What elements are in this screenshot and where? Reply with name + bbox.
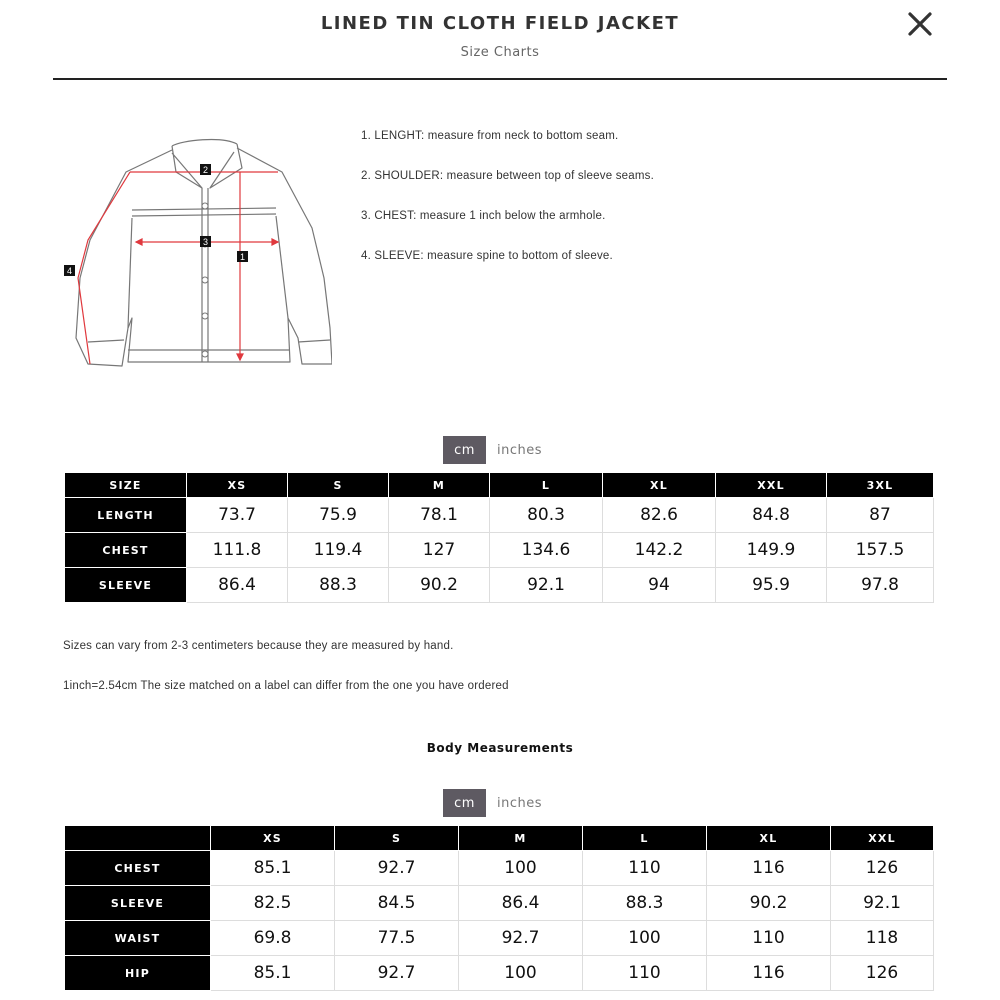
size-column-header: S <box>335 826 459 851</box>
row-header: WAIST <box>65 921 211 956</box>
table-cell: 92.7 <box>335 851 459 886</box>
table-cell: 88.3 <box>288 568 389 603</box>
size-column-header: L <box>490 473 603 498</box>
size-column-header: XXL <box>716 473 827 498</box>
close-button[interactable] <box>904 8 936 40</box>
table-cell: 149.9 <box>716 533 827 568</box>
table-cell: 95.9 <box>716 568 827 603</box>
table-row <box>65 956 934 991</box>
table-cell: 82.6 <box>603 498 716 533</box>
row-header: CHEST <box>65 851 211 886</box>
row-header: SLEEVE <box>65 886 211 921</box>
marker-2: 2 <box>202 165 209 175</box>
unit-cm-button[interactable]: cm <box>443 789 486 817</box>
table-cell: 157.5 <box>827 533 934 568</box>
size-column-header: XL <box>603 473 716 498</box>
size-column-header: XS <box>211 826 335 851</box>
table-cell: 92.1 <box>831 886 934 921</box>
table-cell: 100 <box>459 851 583 886</box>
table-cell: 126 <box>831 956 934 991</box>
instruction-item: 3. CHEST: measure 1 inch below the armhole. <box>361 210 606 222</box>
table-cell: 84.8 <box>716 498 827 533</box>
table-cell: 78.1 <box>389 498 490 533</box>
garment-size-table <box>64 472 934 603</box>
table-cell: 80.3 <box>490 498 603 533</box>
table-cell: 100 <box>583 921 707 956</box>
table-cell: 111.8 <box>187 533 288 568</box>
size-column-header: XS <box>187 473 288 498</box>
close-icon <box>904 8 936 40</box>
table-cell: 116 <box>707 956 831 991</box>
table-row <box>65 921 934 956</box>
table-cell: 82.5 <box>211 886 335 921</box>
size-column-header: 3XL <box>827 473 934 498</box>
body-measurements-title: Body Measurements <box>426 741 574 755</box>
table-header-row <box>65 473 934 498</box>
table-cell: 85.1 <box>211 956 335 991</box>
row-header: LENGTH <box>65 498 187 533</box>
table-cell: 69.8 <box>211 921 335 956</box>
table-cell: 92.1 <box>490 568 603 603</box>
instruction-item: 1. LENGHT: measure from neck to bottom seam. <box>361 130 619 142</box>
table-row <box>65 498 934 533</box>
table-cell: 77.5 <box>335 921 459 956</box>
table-cell: 87 <box>827 498 934 533</box>
unit-inches-button[interactable]: inches <box>497 442 543 458</box>
size-column-header: M <box>459 826 583 851</box>
size-column-header: L <box>583 826 707 851</box>
table-row <box>65 851 934 886</box>
table-cell: 90.2 <box>707 886 831 921</box>
table-cell: 110 <box>583 851 707 886</box>
table-cell: 92.7 <box>459 921 583 956</box>
table-cell: 119.4 <box>288 533 389 568</box>
size-corner-header <box>65 826 211 851</box>
size-column-header: XL <box>707 826 831 851</box>
table-cell: 97.8 <box>827 568 934 603</box>
table-cell: 84.5 <box>335 886 459 921</box>
table-cell: 88.3 <box>583 886 707 921</box>
table-row <box>65 533 934 568</box>
table-header-row <box>65 826 934 851</box>
instruction-item: 4. SLEEVE: measure spine to bottom of sleeve. <box>361 250 613 262</box>
table-cell: 86.4 <box>459 886 583 921</box>
size-column-header: S <box>288 473 389 498</box>
table-cell: 94 <box>603 568 716 603</box>
size-column-header: M <box>389 473 490 498</box>
table-cell: 73.7 <box>187 498 288 533</box>
row-header: HIP <box>65 956 211 991</box>
table-row <box>65 568 934 603</box>
table-cell: 110 <box>583 956 707 991</box>
measurement-note: Sizes can vary from 2-3 centimeters because they are measured by hand. <box>63 640 454 652</box>
header-divider <box>53 78 947 80</box>
table-cell: 110 <box>707 921 831 956</box>
unit-cm-button[interactable]: cm <box>443 436 486 464</box>
size-column-header: XXL <box>831 826 934 851</box>
size-corner-header: SIZE <box>65 473 187 498</box>
row-header: SLEEVE <box>65 568 187 603</box>
jacket-diagram <box>62 128 332 378</box>
table-cell: 142.2 <box>603 533 716 568</box>
unit-inches-button[interactable]: inches <box>497 795 543 811</box>
conversion-note: 1inch=2.54cm The size matched on a label can differ from the one you have ordered <box>63 680 509 692</box>
table-cell: 85.1 <box>211 851 335 886</box>
marker-4: 4 <box>66 266 73 276</box>
page-title: LINED TIN CLOTH FIELD JACKET <box>320 13 680 34</box>
page-subtitle: Size Charts <box>460 45 540 60</box>
table-row <box>65 886 934 921</box>
body-size-table <box>64 825 934 991</box>
table-cell: 90.2 <box>389 568 490 603</box>
table-cell: 100 <box>459 956 583 991</box>
table-cell: 127 <box>389 533 490 568</box>
instruction-item: 2. SHOULDER: measure between top of sleeve seams. <box>361 170 654 182</box>
table-cell: 118 <box>831 921 934 956</box>
table-cell: 116 <box>707 851 831 886</box>
body-unit-toggle <box>443 789 542 817</box>
garment-unit-toggle <box>443 436 542 464</box>
table-cell: 92.7 <box>335 956 459 991</box>
table-cell: 134.6 <box>490 533 603 568</box>
marker-1: 1 <box>239 252 246 262</box>
table-cell: 126 <box>831 851 934 886</box>
table-cell: 86.4 <box>187 568 288 603</box>
table-cell: 75.9 <box>288 498 389 533</box>
measurement-instructions <box>361 128 654 288</box>
marker-3: 3 <box>202 237 209 247</box>
row-header: CHEST <box>65 533 187 568</box>
